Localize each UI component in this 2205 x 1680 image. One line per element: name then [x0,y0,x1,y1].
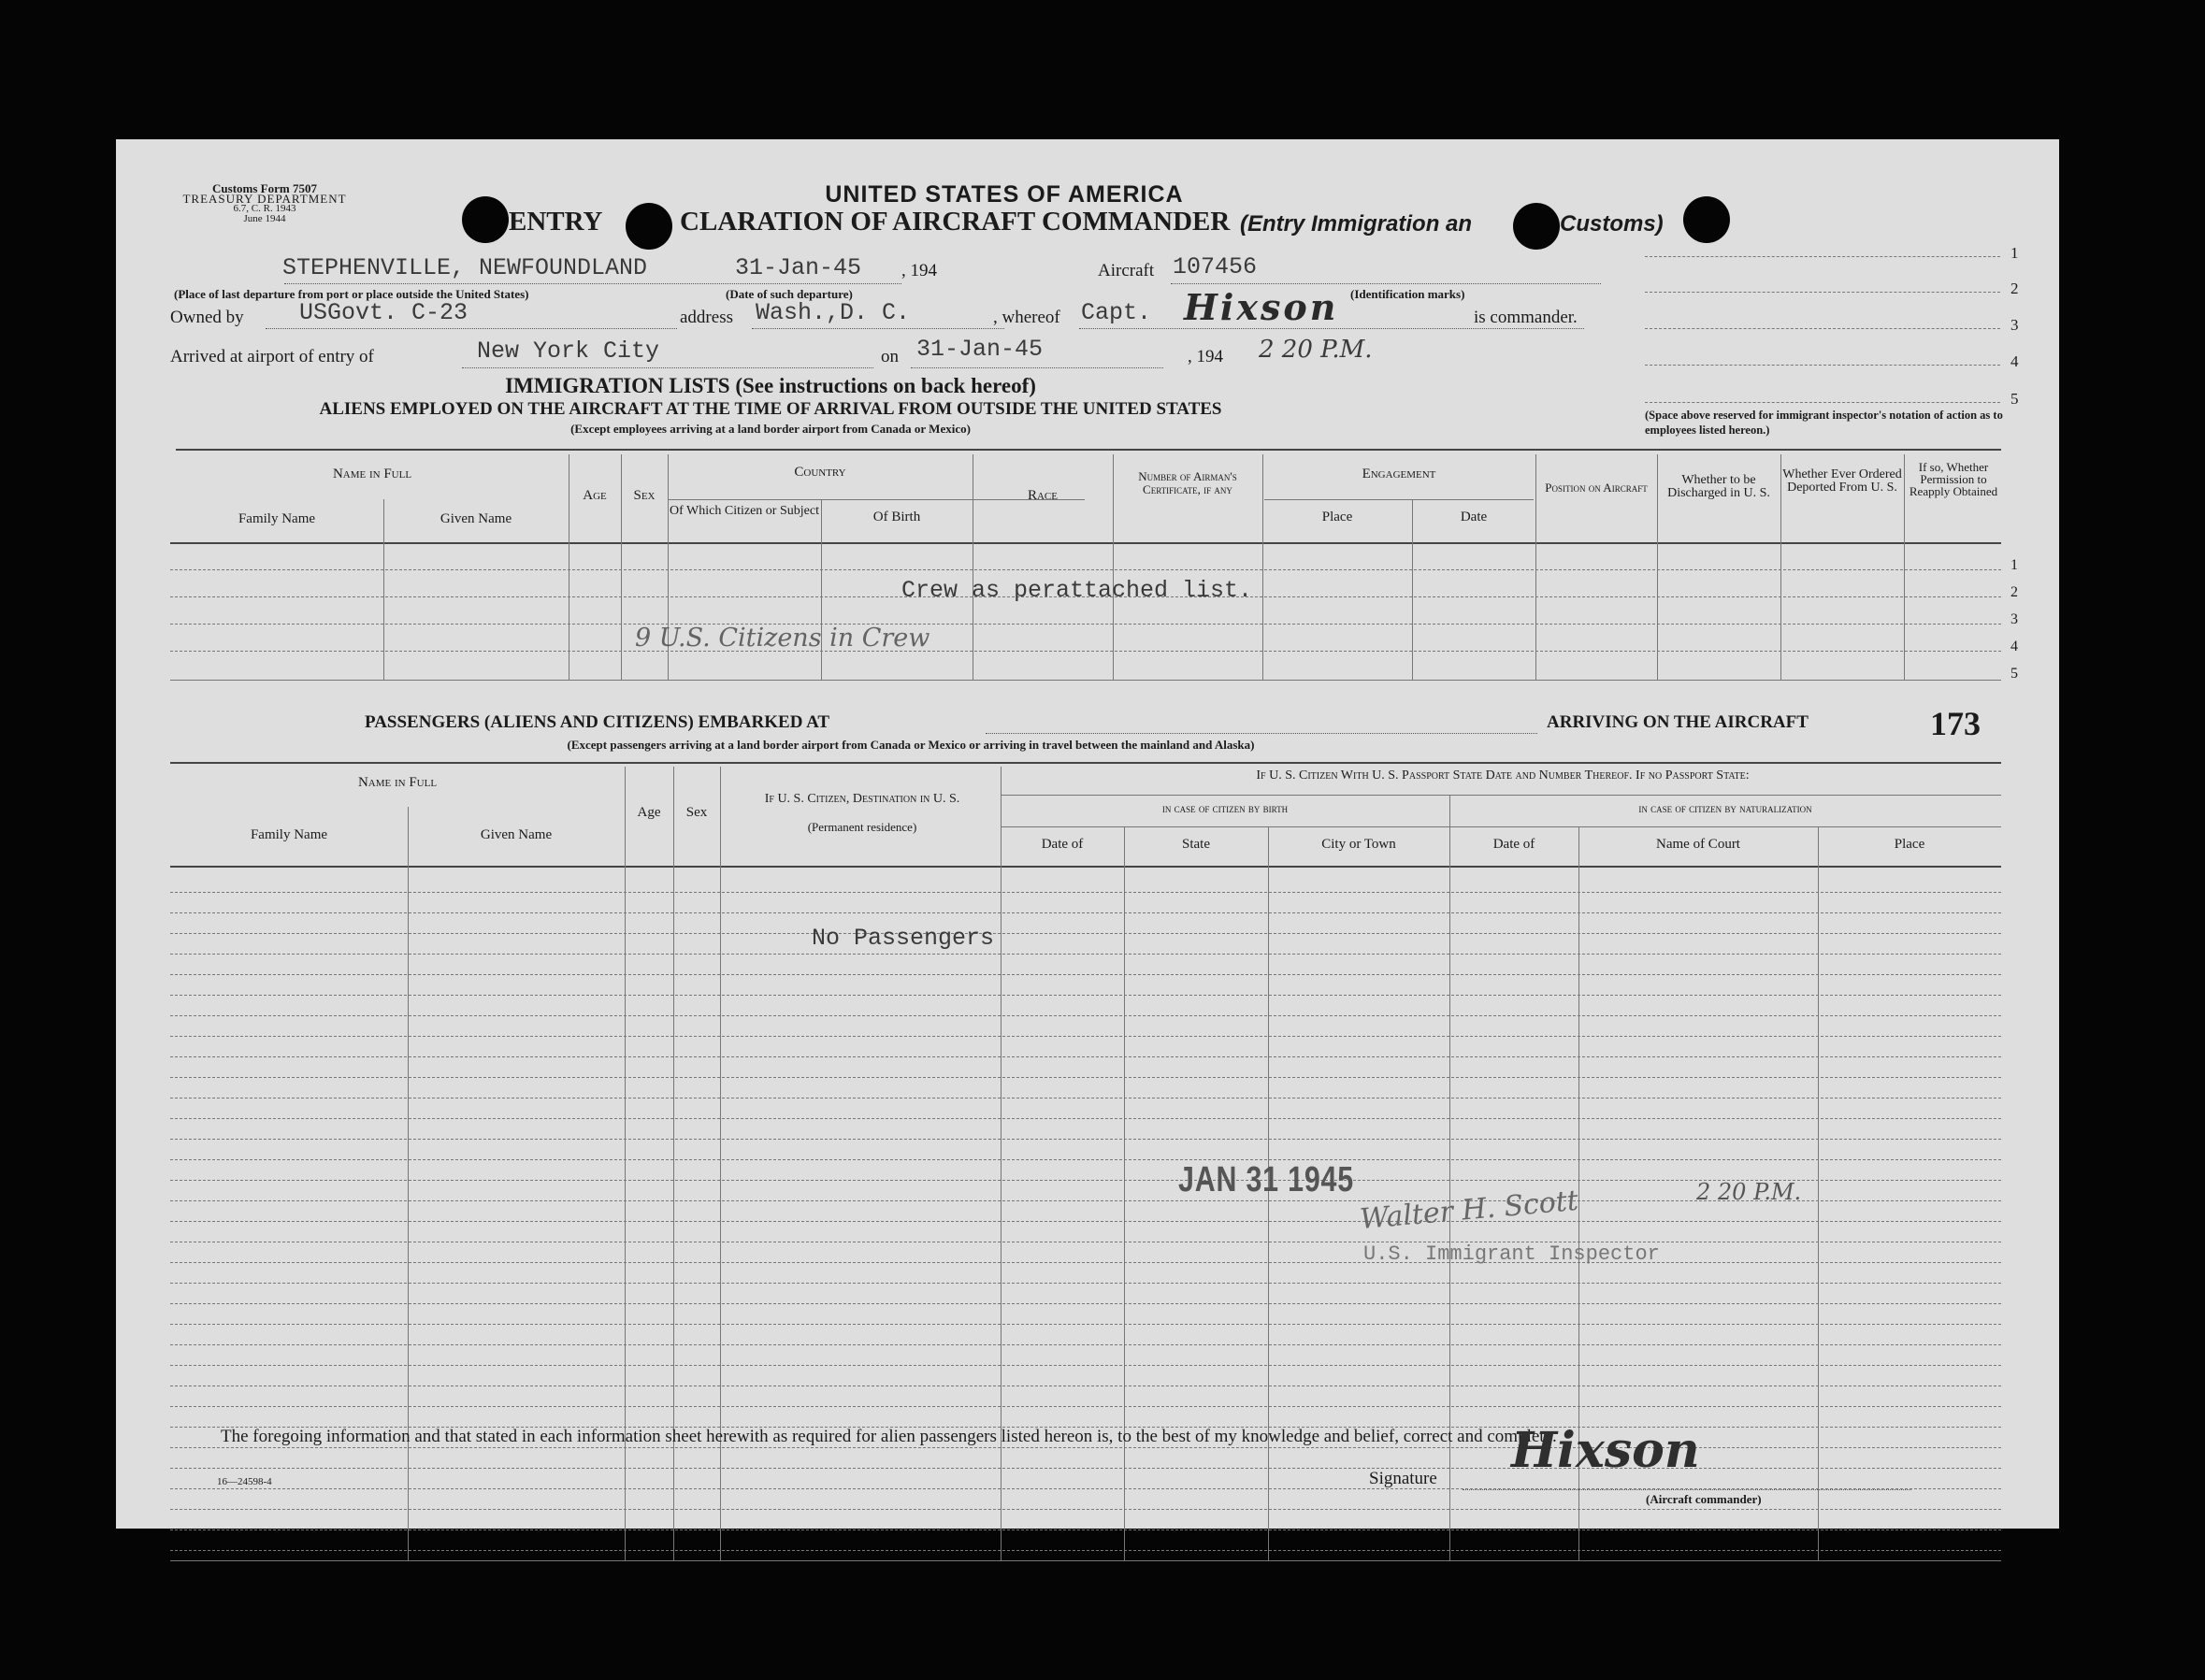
row-number: 4 [2010,639,2018,654]
col-race: Race [1027,488,1058,503]
aliens-heading: ALIENS EMPLOYED ON THE AIRCRAFT AT THE TIME OF ARRIVAL FROM OUTSIDE THE UNITED STATES [319,399,1222,419]
passenger-row-line [170,1303,2001,1304]
pass-col-state: State [1182,837,1210,852]
owner: USGovt. C-23 [299,299,468,326]
immigration-heading: IMMIGRATION LISTS (See instructions on back hereof) [505,374,1036,397]
row-number: 2 [2010,584,2018,600]
pass-col-sex: Sex [685,805,708,820]
passenger-row-line [170,1468,2001,1469]
passenger-row-line [170,954,2001,955]
col-family-name: Family Name [238,511,316,526]
passenger-row-line [170,1139,2001,1140]
arrival-time: 2 20 P.M. [1259,336,1373,364]
note-line-number: 2 [2010,280,2019,297]
passengers-heading-right: ARRIVING ON THE AIRCRAFT [1547,712,1809,732]
passenger-row-line [170,1221,2001,1222]
pass-col-passport-heading: If U. S. Citizen With U. S. Passport State Date and Number Thereof. If no Passport State: [1256,768,1750,783]
col-deported: Whether Ever Ordered Deported From U. S. [1782,467,1902,495]
passenger-row-line [170,1509,2001,1510]
col-airman-certificate: Number of Airman's Certificate, if any [1138,469,1237,496]
pass-col-birth-date: Date of [1041,837,1084,852]
row-number: 3 [2010,611,2018,627]
passenger-row-line [170,1365,2001,1366]
arrival-year-label: , 194 [1188,347,1223,366]
col-of-birth: Of Birth [872,510,921,524]
passengers-note: (Except passengers arriving at a land border airport from Canada or Mexico or arriving in travel between the mainland and Alaska) [567,738,1255,752]
note-line-number: 5 [2010,390,2019,408]
page-number: 173 [1930,705,1981,742]
pass-col-name-in-full: Name in Full [357,775,438,790]
passenger-row-line [170,1550,2001,1551]
aliens-note: (Except employees arriving at a land border airport from Canada or Mexico) [570,422,971,436]
passenger-row-line [170,995,2001,996]
address-label: address [680,308,733,327]
passenger-row-line [170,1015,2001,1016]
punch-hole [1683,196,1730,243]
pass-col-city: City or Town [1321,837,1396,852]
date-stamp: JAN 31 1945 [1178,1160,1354,1199]
on-label: on [881,347,899,366]
pass-col-court: Name of Court [1656,837,1740,852]
passenger-row-line [170,1262,2001,1263]
punch-hole [462,196,509,243]
pass-col-by-naturalization: in case of citizen by naturalization [1638,801,1812,815]
caption-departure-date: (Date of such departure) [726,287,853,301]
caption-departure-place: (Place of last departure from port or place outside the United States) [174,287,529,301]
passenger-row-line [170,1159,2001,1160]
row-number: 5 [2010,666,2018,682]
col-age: Age [583,488,607,503]
pass-col-age: Age [637,805,661,820]
col-discharged: Whether to be Discharged in U. S. [1667,473,1770,500]
caption-marks: (Identification marks) [1350,287,1465,301]
pass-col-by-birth: in case of citizen by birth [1161,801,1289,815]
pass-col-given-name: Given Name [480,827,553,842]
form-title-left: ENTRY [509,207,603,237]
passenger-row-line [170,1344,2001,1345]
note-line-number: 4 [2010,352,2019,370]
punch-hole [626,203,672,250]
note-line-number: 3 [2010,316,2019,334]
inspector-signature: Walter H. Scott [1358,1184,1580,1237]
pass-col-nat-date: Date of [1492,837,1535,852]
no-passengers-note: No Passengers [812,925,995,952]
col-given-name: Given Name [440,511,512,526]
form-number: Customs Form 7507 [212,181,317,195]
departure-date: 31-Jan-45 [735,254,862,281]
form-code: 16—24598-4 [217,1476,272,1487]
pass-col-destination: If U. S. Citizen, Destination in U. S. [764,792,960,806]
is-commander-label: is commander. [1474,308,1578,327]
passengers-heading: PASSENGERS (ALIENS AND CITIZENS) EMBARKED AT [365,712,830,732]
arrival-date: 31-Jan-45 [916,336,1044,363]
passenger-row-line [170,1529,2001,1530]
passenger-row-line [170,1036,2001,1037]
passenger-row-line [170,1406,2001,1407]
form-page [116,139,2059,1529]
punch-hole [1513,203,1560,250]
passenger-row-line [170,1447,2001,1448]
whereof-label: , whereof [993,308,1060,327]
passenger-row-line [170,1324,2001,1325]
commander-signature: Hixson [1511,1422,1700,1479]
passenger-row-line [170,1283,2001,1284]
certification-text: The foregoing information and that stated in each information sheet herewith as required for alien passengers listed hereon is, to the best of my knowledge and belief, correct and complete. [221,1427,1557,1446]
col-name-in-full: Name in Full [332,467,412,481]
form-id-block [166,183,363,224]
departure-place: STEPHENVILLE, NEWFOUNDLAND [282,254,648,281]
row-number: 1 [2010,557,2018,573]
commander-title: Capt. [1081,299,1152,326]
col-sex: Sex [633,488,656,503]
department: TREASURY DEPARTMENT [182,192,347,206]
country-heading: UNITED STATES OF AMERICA [825,181,1184,208]
inspector-time: 2 20 P.M. [1696,1179,1802,1205]
col-engagement-date: Date [1460,510,1488,524]
col-of-which-citizen: Of Which Citizen or Subject [670,504,819,518]
passenger-row-line [170,974,2001,975]
col-country: Country [794,465,846,480]
crew-note: Crew as perattached list. [901,577,1253,604]
inspector-title: U.S. Immigrant Inspector [1363,1242,1660,1266]
year-label: , 194 [901,261,937,280]
form-title-subtitle: (Entry Immigration an [1240,211,1473,237]
form-title: CLARATION OF AIRCRAFT COMMANDER [680,207,1231,237]
inspector-notes-caption: (Space above reserved for immigrant inspector's notation of action as to employees listed hereon.) [1645,409,2003,437]
arrived-label: Arrived at airport of entry of [170,347,374,366]
signature-caption: (Aircraft commander) [1646,1492,1762,1506]
pass-col-place: Place [1894,837,1925,852]
form-title-end: Customs) [1560,211,1664,237]
pass-col-permanent-residence: (Permanent residence) [807,820,917,834]
aircraft-label: Aircraft [1098,261,1155,280]
passenger-row-line [170,1118,2001,1119]
owned-by-label: Owned by [170,308,244,327]
passenger-row-line [170,933,2001,934]
note-line-number: 1 [2010,244,2019,262]
col-engagement-place: Place [1321,510,1353,524]
col-position: Position on Aircraft [1545,481,1648,495]
form-date: June 1944 [243,213,286,224]
aircraft-marks: 107456 [1173,253,1258,280]
arrival-airport: New York City [477,337,660,365]
crew-handwritten-note: 9 U.S. Citizens in Crew [635,624,930,653]
regulation: 6.7, C. R. 1943 [233,203,296,214]
passenger-row-line [170,1077,2001,1078]
col-engagement: Engagement [1362,467,1436,481]
passenger-row-line [170,912,2001,913]
col-permission: If so, Whether Permission to Reapply Obtained [1909,460,1998,498]
passenger-row-line [170,892,2001,893]
commander-name: Hixson [1184,286,1339,328]
passenger-row-line [170,1056,2001,1057]
pass-col-family-name: Family Name [250,827,328,842]
signature-label: Signature [1369,1469,1437,1488]
owner-address: Wash.,D. C. [756,299,911,326]
